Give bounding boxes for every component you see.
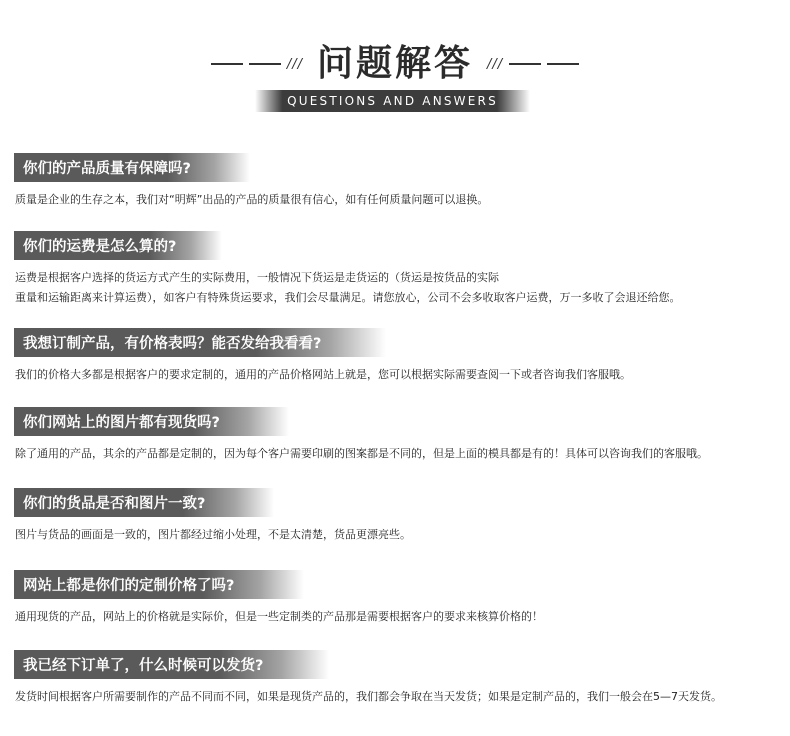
faq-question: 你们的货品是否和图片一致? xyxy=(14,488,274,517)
answer-line: 重量和运输距离来计算运费），如客户有特殊货运要求，我们会尽量满足。请您放心，公司不会多收取客户运费，万一多收了会退还给您。 xyxy=(15,291,681,304)
title-decoration-right xyxy=(487,57,579,72)
answer-line: 我们的价格大多都是根据客户的要求定制的，通用的产品价格网站上就是，您可以根据实际需要查阅一下或者咨询我们客服哦。 xyxy=(15,368,631,381)
faq-answer xyxy=(15,444,708,464)
decor-slashes: /// xyxy=(286,56,303,72)
faq-question: 你们的运费是怎么算的? xyxy=(14,231,222,260)
faq-answer xyxy=(15,525,411,545)
faq-answer xyxy=(15,190,488,210)
decor-line xyxy=(547,63,579,65)
answer-line: 图片与货品的画面是一致的，图片都经过缩小处理，不是太清楚，货品更漂亮些。 xyxy=(15,528,411,541)
answer-line: 运费是根据客户选择的货运方式产生的实际费用，一般情况下货运是走货运的（货运是按货品的实际 xyxy=(15,271,499,284)
page-subtitle: QUESTIONS AND ANSWERS xyxy=(255,90,530,112)
answer-line: 质量是企业的生存之本，我们对“明辉”出品的产品的质量很有信心，如有任何质量问题可以退换。 xyxy=(15,193,489,206)
decor-line xyxy=(249,63,281,65)
answer-line: 除了通用的产品，其余的产品都是定制的，因为每个客户需要印刷的图案都是不同的，但是上面的模具都是有的！具体可以咨询我们的客服哦。 xyxy=(15,447,708,460)
decor-line xyxy=(211,63,243,65)
faq-question: 你们的产品质量有保障吗? xyxy=(14,153,250,182)
answer-line: 通用现货的产品，网站上的价格就是实际价，但是一些定制类的产品那是需要根据客户的要求来核算价格的！ xyxy=(15,610,543,623)
page-header xyxy=(0,0,790,120)
faq-question: 网站上都是你们的定制价格了吗? xyxy=(14,570,304,599)
faq-question: 你们网站上的图片都有现货吗? xyxy=(14,407,289,436)
faq-question: 我想订制产品，有价格表吗？能否发给我看看? xyxy=(14,328,386,357)
faq-question: 我已经下订单了，什么时候可以发货? xyxy=(14,650,329,679)
faq-answer xyxy=(15,268,681,308)
faq-answer xyxy=(15,687,722,707)
title-decoration-left xyxy=(211,57,303,72)
answer-line: 发货时间根据客户所需要制作的产品不同而不同，如果是现货产品的，我们都会争取在当天发货；如果是定制产品的，我们一般会在5—7天发货。 xyxy=(15,690,722,703)
faq-answer xyxy=(15,607,543,627)
decor-slashes: /// xyxy=(487,56,504,72)
decor-line xyxy=(509,63,541,65)
page-title: 问题解答 xyxy=(316,43,473,84)
faq-answer xyxy=(15,365,631,385)
title-row xyxy=(0,40,790,88)
